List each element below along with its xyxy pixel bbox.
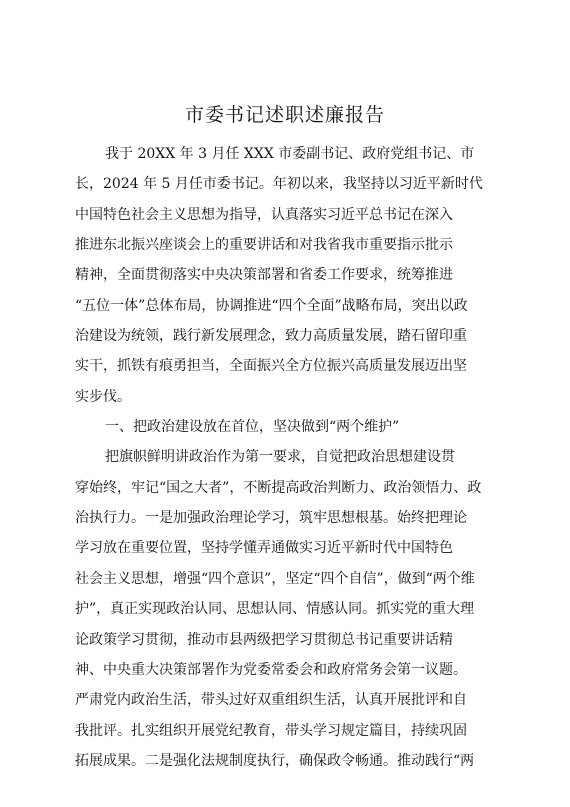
paragraph-line: 严肃党内政治生活，带头过好双重组织生活，认真开展批评和自 [75,692,467,709]
paragraph-line: 神、中央重大决策部署作为党委常委会和政府常务会第一议题。 [75,661,467,678]
paragraph-line: 把旗帜鲜明讲政治作为第一要求，自觉把政治思想建设贯 [105,449,455,466]
paragraph-line: 社会主义思想，增强“四个意识”，坚定“四个自信”，做到“两个维 [75,570,475,587]
paragraph-line: 治执行力。一是加强政治理论学习，筑牢思想根基。始终把理论 [75,510,467,527]
paragraph-line: 拓展成果。二是强化法规制度执行，确保政令畅通。推动践行“两 [75,752,475,769]
document-title: 市委书记述职述廉报告 [184,104,385,126]
paragraph-line: 实干，抓铁有痕勇担当，全面振兴全方位振兴高质量发展迈出坚 [75,358,467,375]
paragraph-line: 中国特色社会主义思想为指导，认真落实习近平总书记在深入 [75,206,453,223]
paragraph-line: 长，2024 年 5 月任市委书记。年初以来，我坚持以习近平新时代 [75,176,483,193]
section-heading: 一、把政治建设放在首位，坚决做到“两个维护” [105,419,400,436]
paragraph-line: 治建设为统领，践行新发展理念，致力高质量发展，踏石留印重 [75,328,467,345]
document-body [0,139,570,776]
paragraph-line: 精神，全面贯彻落实中央决策部署和省委工作要求，统筹推进 [75,267,453,284]
paragraph-line: 穿始终，牢记“国之大者”，不断提高政治判断力、政治领悟力、政 [75,479,482,496]
paragraph-line: 我批评。扎实组织开展党纪教育，带头学习规定篇目，持续巩固 [75,722,467,739]
paragraph-line: 实步伐。 [75,388,131,405]
paragraph-line: 学习放在重要位置，坚持学懂弄通做实习近平新时代中国特色 [75,540,453,557]
paragraph-line: 护”，真正实现政治认同、思想认同、情感认同。抓实党的重大理 [75,601,475,618]
paragraph-line: “五位一体”总体布局，协调推进“四个全面”战略布局，突出以政 [75,297,468,314]
paragraph-line: 我于 20XX 年 3 月任 XXX 市委副书记、政府党组书记、市 [105,146,475,162]
paragraph-line: 论政策学习贯彻，推动市县两级把学习贯彻总书记重要讲话精 [75,631,453,648]
paragraph-line: 推进东北振兴座谈会上的重要讲话和对我省我市重要指示批示 [75,237,453,254]
